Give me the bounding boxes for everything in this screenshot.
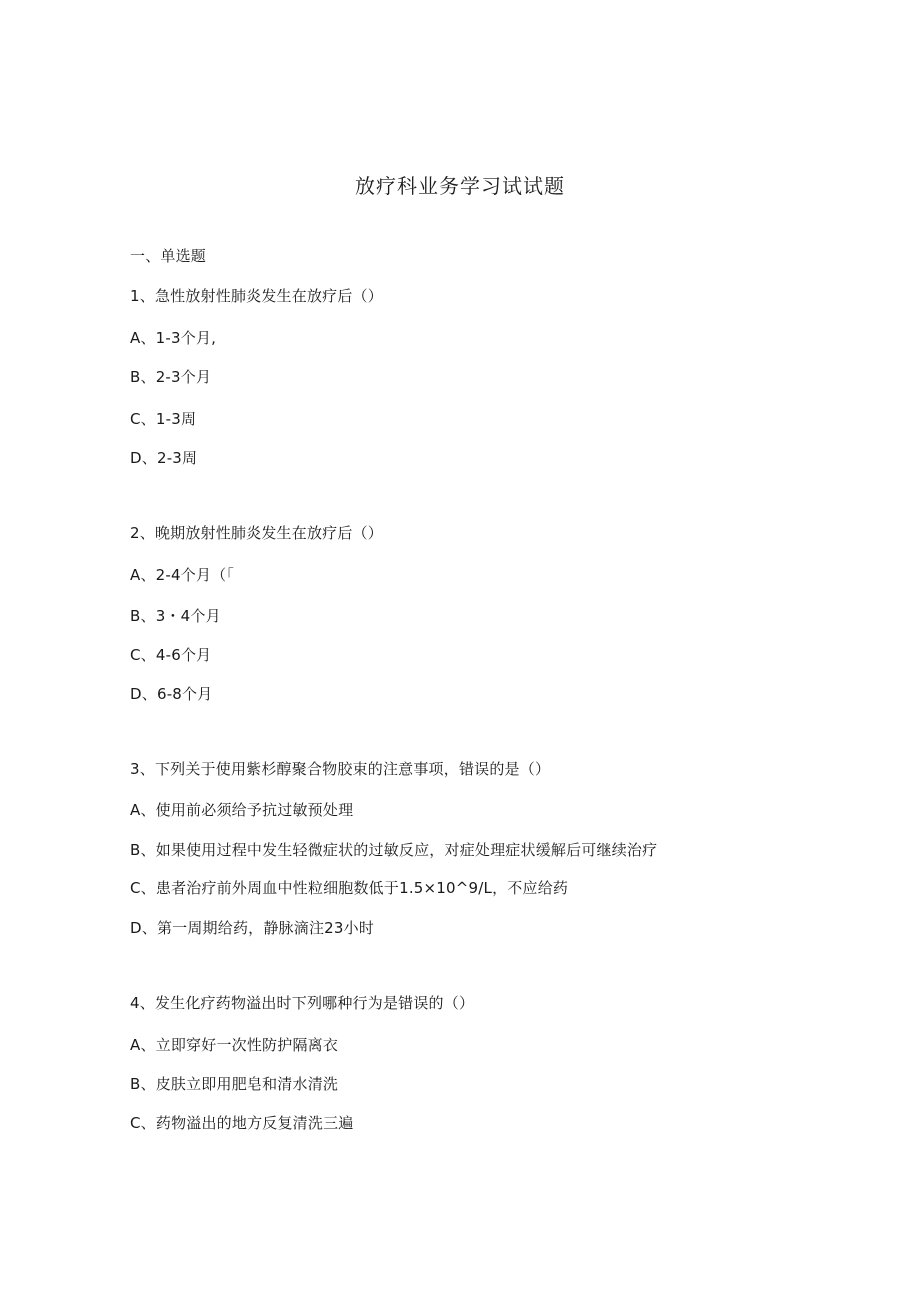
question-4-option-b: B、皮肤立即用肥皂和清水清洗	[130, 1075, 339, 1093]
question-3-option-b: B、如果使用过程中发生轻微症状的过敏反应，对症处理症状缓解后可继续治疗	[130, 841, 658, 859]
question-3-option-d: D、第一周期给药，静脉滴注23小时	[130, 919, 375, 937]
question-2-option-c: C、4-6个月	[130, 646, 212, 664]
question-1-option-b: B、2-3个月	[130, 368, 212, 386]
question-1-option-a: A、1-3个月,	[130, 329, 217, 347]
question-1-option-d: D、2-3周	[130, 449, 198, 467]
question-3-option-a: A、使用前必须给予抗过敏预处理	[130, 801, 354, 819]
section-heading: 一、单选题	[130, 247, 207, 265]
question-2-option-a: A、2-4个月（「	[130, 566, 235, 584]
question-2-stem: 2、晚期放射性肺炎发生在放疗后（）	[130, 524, 383, 542]
question-2-option-d: D、6-8个月	[130, 685, 213, 703]
question-2-option-b: B、3・4个月	[130, 607, 221, 625]
question-1-stem: 1、急性放射性肺炎发生在放疗后（）	[130, 287, 383, 305]
question-3-stem: 3、下列关于使用紫杉醇聚合物胶束的注意事项，错误的是（）	[130, 760, 551, 778]
question-4-option-a: A、立即穿好一次性防护隔离衣	[130, 1036, 339, 1054]
question-4-option-c: C、药物溢出的地方反复清洗三遍	[130, 1114, 354, 1132]
question-4-stem: 4、发生化疗药物溢出时下列哪种行为是错误的（）	[130, 994, 475, 1012]
document-title: 放疗科业务学习试试题	[355, 174, 565, 198]
question-1-option-c: C、1-3周	[130, 410, 197, 428]
question-3-option-c: C、患者治疗前外周血中性粒细胞数低于1.5×10^9/L，不应给药	[130, 879, 569, 897]
